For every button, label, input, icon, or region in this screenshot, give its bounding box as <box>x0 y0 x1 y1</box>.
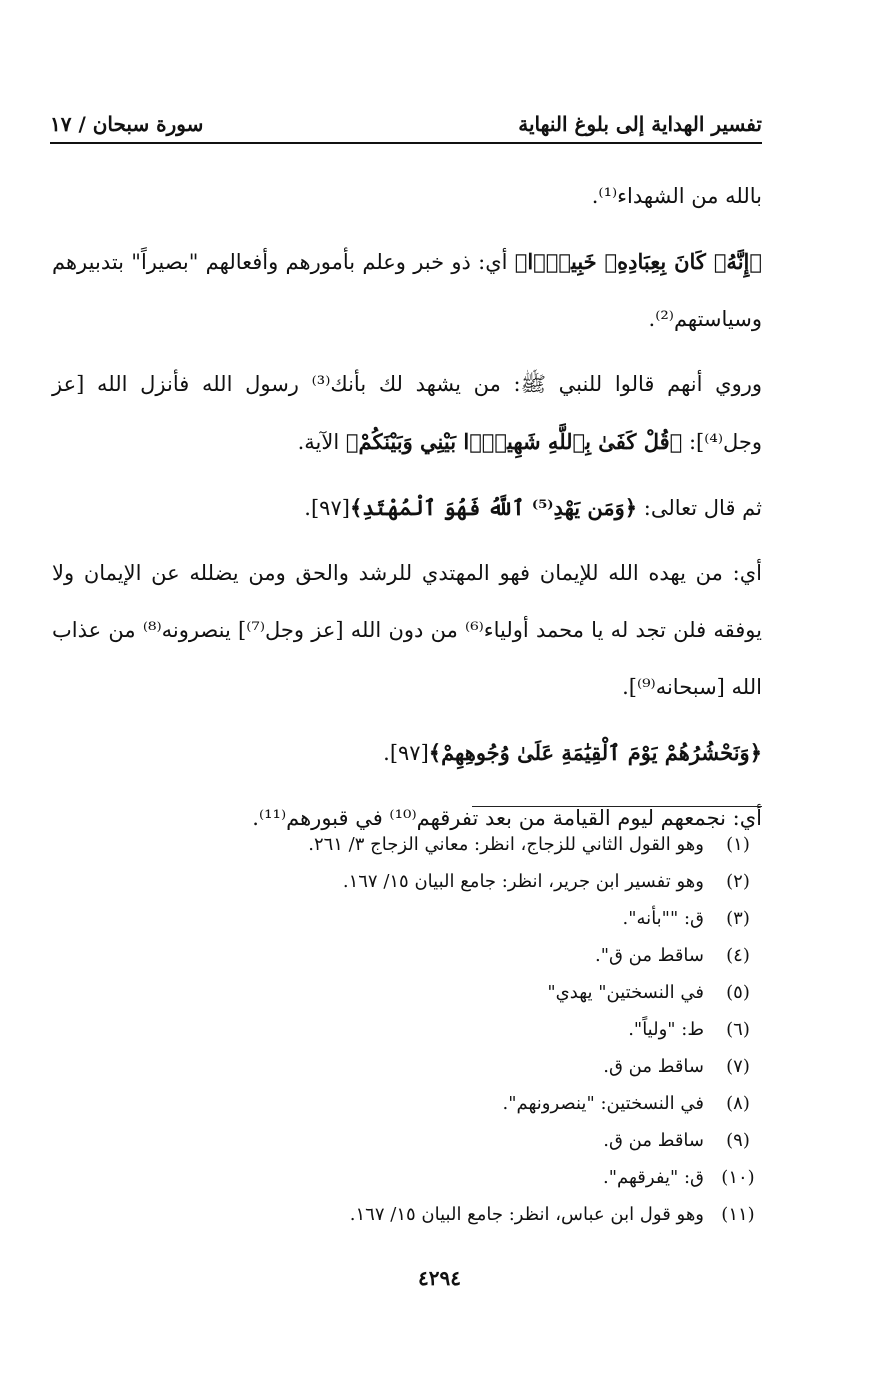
footnotes-list <box>122 826 762 1233</box>
footnote-number: (٦) <box>726 1019 750 1040</box>
footnote-number: (١١) <box>721 1204 755 1225</box>
paragraph-6 <box>52 724 762 782</box>
footnote <box>122 1122 762 1159</box>
footnote-text: وهو تفسير ابن جرير، انظر: جامع البيان ١٥/ ١٦٧. <box>342 871 704 892</box>
footnote-text: ق: ""بأنه". <box>622 908 704 929</box>
footnote-text: وهو قول ابن عباس، انظر: جامع البيان ١٥/ ١٦٧. <box>349 1204 704 1225</box>
footnote-text: وهو القول الثاني للزجاج، انظر: معاني الزجاج ٣/ ٢٦١. <box>308 834 704 855</box>
footnote <box>122 1048 762 1085</box>
footnote-number: (٣) <box>726 908 750 929</box>
paragraph-7: أي: نجمعهم ليوم القيامة من بعد تفرقهم⁽¹⁰⁾ في قبورهم⁽¹¹⁾. <box>252 806 762 830</box>
footnote <box>122 1011 762 1048</box>
paragraph-3 <box>52 356 762 471</box>
footnote-text: ساقط من ق". <box>594 945 704 966</box>
quran-verse: ﴿قُلْ كَفَىٰ بِٱللَّهِ شَهِيدَۢا بَيْنِي وَبَيْنَكُمْ﴾ <box>345 429 683 454</box>
footnote-number: (٩) <box>726 1130 750 1151</box>
footnote-text: ط: "ولياً". <box>628 1019 704 1040</box>
footnote-text: في النسختين" يهدي" <box>547 982 704 1003</box>
quran-verse: ﴿إِنَّهُۥ كَانَ بِعِبَادِهِۦ خَبِيرَۢا﴾ <box>514 249 762 274</box>
paragraph-4 <box>52 479 762 537</box>
paragraph-1: بالله من الشهداء⁽¹⁾. <box>591 184 762 208</box>
footnote-separator <box>472 806 762 807</box>
main-text <box>52 168 762 855</box>
paragraph-text: أي: ذو خبر وعلم بأمورهم وأفعالهم "بصيراً" بتدبيرهم وسياستهم⁽²⁾. <box>52 250 762 331</box>
footnote-text: ق: "يفرقهم". <box>603 1167 704 1188</box>
paragraph-2 <box>52 233 762 348</box>
footnote <box>122 900 762 937</box>
footnote-text: في النسختين: "ينصرونهم". <box>502 1093 704 1114</box>
footnote <box>122 1196 762 1233</box>
footnote <box>122 863 762 900</box>
paragraph-text: ثم قال تعالى: <box>637 496 762 520</box>
footnote <box>122 1159 762 1196</box>
footnote <box>122 826 762 863</box>
page-number: ٤٢٩٤ <box>418 1266 461 1290</box>
book-title: تفسير الهداية إلى بلوغ النهاية <box>518 112 762 136</box>
footnote-text: ساقط من ق. <box>603 1056 704 1077</box>
footnote-number: (١) <box>726 834 750 855</box>
surah-reference: سورة سبحان / ١٧ <box>50 112 204 136</box>
running-header <box>50 108 762 144</box>
footnote <box>122 974 762 1011</box>
quran-verse: ﴿وَنَحْشُرُهُمْ يَوْمَ ٱلْقِيَٰمَةِ عَلَىٰ وُجُوهِهِمْ﴾ <box>428 740 762 765</box>
footnote-text: ساقط من ق. <box>603 1130 704 1151</box>
footnote-number: (٢) <box>726 871 750 892</box>
footnote-number: (٤) <box>726 945 750 966</box>
paragraph-text: وروي أنهم قالوا للنبي ﷺ: من يشهد لك بأنك⁽³⁾ رسول الله فأنزل الله [عز وجل⁽⁴⁾]: <box>52 372 762 454</box>
footnote-number: (١٠) <box>721 1167 755 1188</box>
paragraph-5: أي: من يهده الله للإيمان فهو المهتدي للرشد والحق ومن يضلله عن الإيمان ولا يوفقه فلن تجد له يا محمد أولياء⁽⁶⁾ من دون الله [عز وجل⁽⁷⁾] ينصرونه⁽⁸⁾ من عذاب الله [سبحانه⁽⁹⁾]. <box>52 561 763 699</box>
footnote-number: (٧) <box>726 1056 750 1077</box>
verse-number: [٩٧]. <box>383 741 429 765</box>
verse-number: [٩٧]. <box>304 496 350 520</box>
footnote <box>122 1085 762 1122</box>
footnote <box>122 937 762 974</box>
quran-verse: ﴿وَمَن يَهْدِ⁽⁵⁾ ٱللَّهُ فَهُوَ ٱلْمُهْتَدِ﴾ <box>349 495 638 520</box>
paragraph-text: الآية. <box>297 430 346 454</box>
footnote-number: (٨) <box>726 1093 750 1114</box>
footnote-number: (٥) <box>726 982 750 1003</box>
